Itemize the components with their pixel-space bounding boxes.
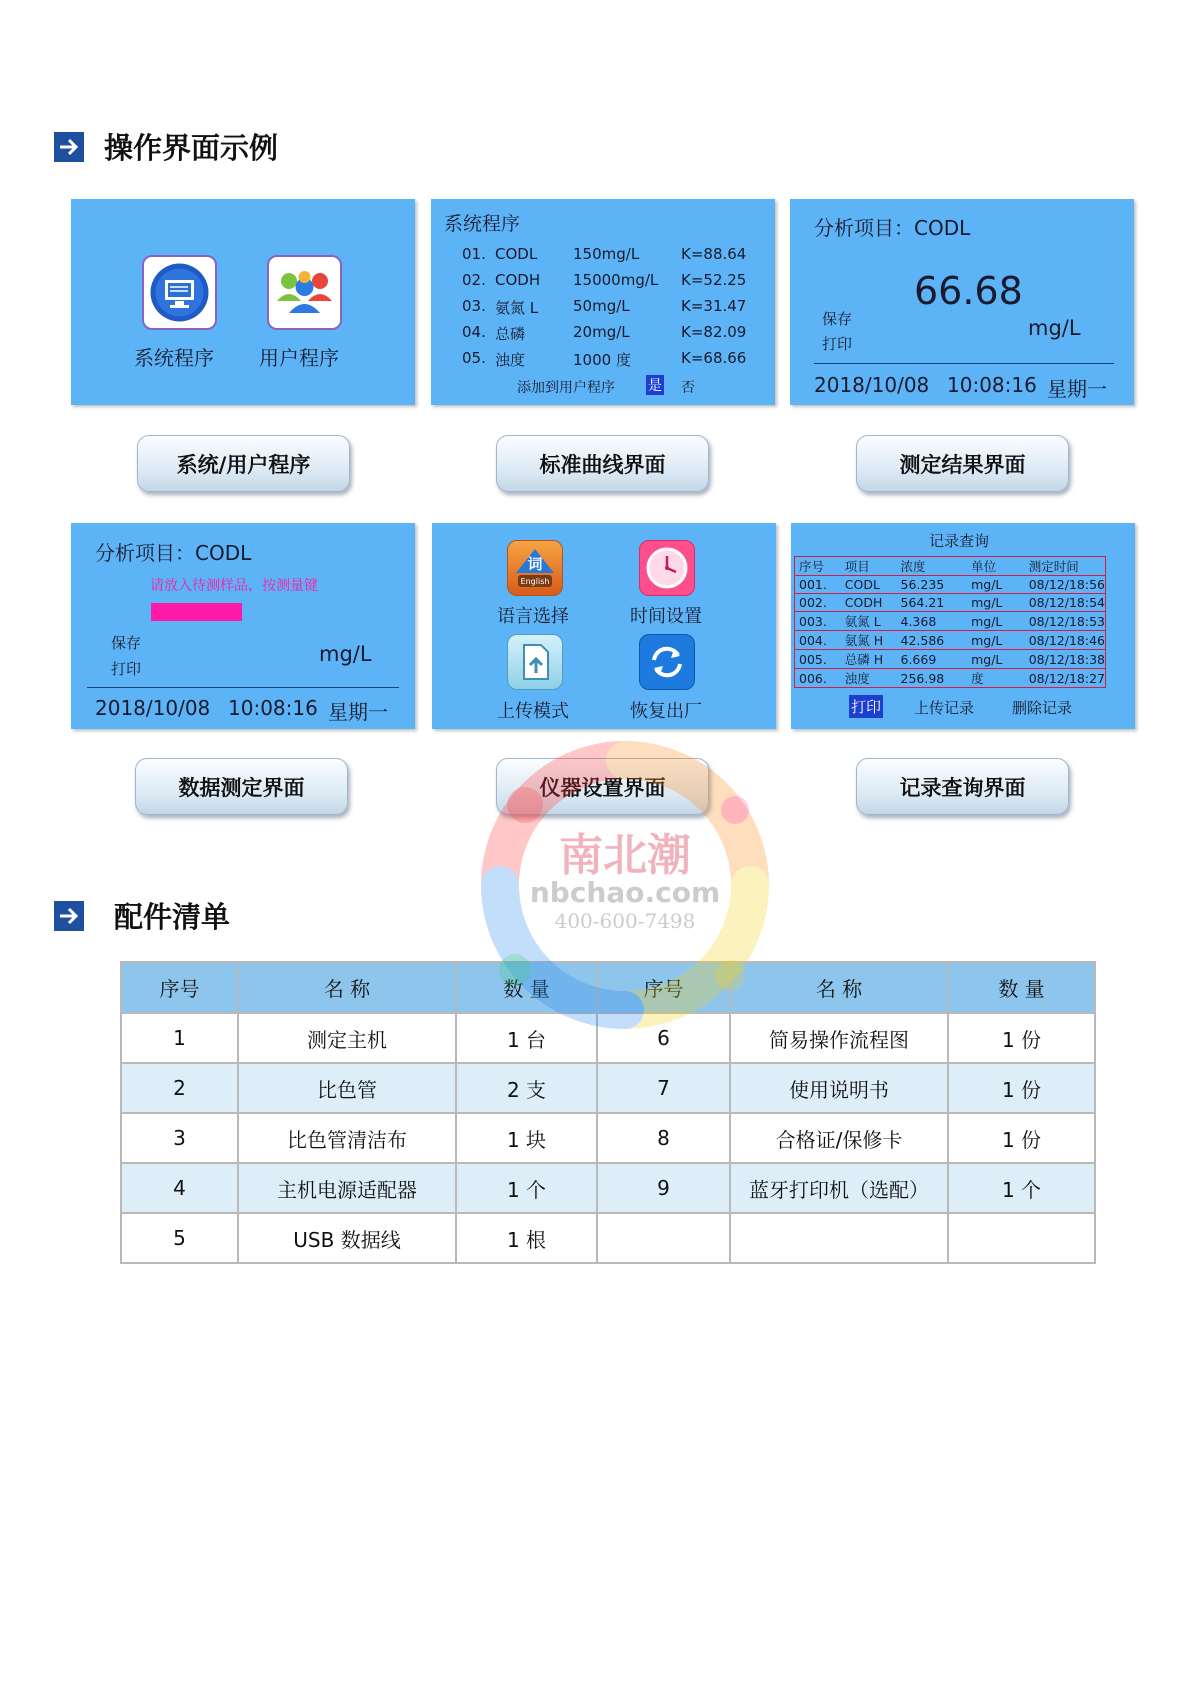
- record-no: 005.: [795, 650, 841, 669]
- language-icon[interactable]: [507, 540, 563, 596]
- record-time: 08/12/18:53: [1025, 612, 1106, 631]
- curve-row-item: CODL: [495, 245, 538, 263]
- progress-bar: [151, 603, 242, 621]
- cell-no: 9: [597, 1163, 730, 1213]
- time-settings-label: 时间设置: [630, 606, 702, 627]
- header-cell: 数 量: [948, 962, 1095, 1013]
- cell-qty: 1 个: [456, 1163, 597, 1213]
- curve-row-range: 20mg/L: [573, 323, 630, 341]
- records-screen: [791, 523, 1135, 729]
- print-action[interactable]: 打印: [849, 695, 883, 718]
- measure-time: 10:08:16: [228, 696, 318, 720]
- record-time: 08/12/18:38: [1025, 650, 1106, 669]
- cell-name: 测定主机: [238, 1013, 456, 1063]
- result-time: 10:08:16: [947, 373, 1037, 397]
- cell-no: 3: [121, 1113, 238, 1163]
- curve-row-item: 氨氮 L: [495, 299, 539, 317]
- table-row[interactable]: [795, 669, 1106, 688]
- measure-unit: mg/L: [319, 642, 372, 666]
- print-label[interactable]: 打印: [111, 660, 142, 678]
- cell-name: [730, 1213, 948, 1263]
- watermark-phone: 400-600-7498: [554, 909, 696, 933]
- upload-icon[interactable]: [507, 634, 563, 690]
- language-label: 语言选择: [497, 606, 569, 627]
- divider: [814, 363, 1114, 364]
- record-value: 56.235: [897, 576, 968, 594]
- caption-result: 测定结果界面: [856, 435, 1069, 492]
- record-item: 氨氮 L: [841, 612, 897, 631]
- curve-row-item: CODH: [495, 271, 541, 289]
- table-row[interactable]: [795, 631, 1106, 650]
- cell-no: 2: [121, 1063, 238, 1113]
- record-item: 浊度: [841, 669, 897, 688]
- cell-qty: 1 块: [456, 1113, 597, 1163]
- cell-qty: 1 根: [456, 1213, 597, 1263]
- measure-weekday: 星期一: [328, 700, 388, 724]
- cell-name: 蓝牙打印机（选配）: [730, 1163, 948, 1213]
- measure-date: 2018/10/08: [95, 696, 211, 720]
- table-row: [121, 1063, 1095, 1113]
- arrow-right-icon: [54, 132, 84, 162]
- record-no: 002.: [795, 594, 841, 612]
- result-title: 分析项目：CODL: [814, 216, 971, 240]
- user-programs-label: 用户程序: [259, 346, 339, 370]
- record-unit: mg/L: [967, 612, 1025, 631]
- record-unit: mg/L: [967, 631, 1025, 650]
- records-header-cell: 序号: [795, 557, 841, 576]
- records-header-cell: 单位: [967, 557, 1025, 576]
- watermark-brand: 南北潮: [559, 830, 691, 881]
- delete-records-action[interactable]: 删除记录: [1012, 699, 1073, 717]
- record-unit: mg/L: [967, 650, 1025, 669]
- refresh-icon[interactable]: [639, 634, 695, 690]
- curve-row-range: 15000mg/L: [573, 271, 659, 289]
- standard-curve-screen: [431, 199, 775, 405]
- header-cell: 名 称: [238, 962, 456, 1013]
- language-icon-sub: English: [520, 577, 550, 586]
- caption-programs: 系统/用户程序: [137, 435, 350, 492]
- record-unit: mg/L: [967, 576, 1025, 594]
- record-unit: 度: [967, 669, 1025, 688]
- table-row[interactable]: [795, 612, 1106, 631]
- no-option[interactable]: 否: [681, 380, 695, 396]
- curve-row-range: 150mg/L: [573, 245, 640, 263]
- cell-name: 使用说明书: [730, 1063, 948, 1113]
- record-item: 总磷 H: [841, 650, 897, 669]
- record-time: 08/12/18:54: [1025, 594, 1106, 612]
- curve-row-no: 02.: [462, 271, 486, 289]
- records-table: [794, 556, 1106, 688]
- section-title: 操作界面示例: [104, 131, 279, 165]
- monitor-icon[interactable]: [142, 255, 217, 330]
- factory-reset-label: 恢复出厂: [630, 701, 702, 722]
- cell-no: 6: [597, 1013, 730, 1063]
- result-unit: mg/L: [1028, 316, 1081, 340]
- table-row[interactable]: [795, 594, 1106, 612]
- record-unit: mg/L: [967, 594, 1025, 612]
- cell-no: 4: [121, 1163, 238, 1213]
- curve-row-no: 01.: [462, 245, 486, 263]
- measurement-screen: [71, 523, 415, 729]
- cell-qty: 2 支: [456, 1063, 597, 1113]
- cell-name: 主机电源适配器: [238, 1163, 456, 1213]
- record-value: 42.586: [897, 631, 968, 650]
- record-item: CODH: [841, 594, 897, 612]
- cell-qty: 1 份: [948, 1113, 1095, 1163]
- upload-mode-label: 上传模式: [497, 701, 569, 722]
- curve-row-range: 1000 度: [573, 351, 631, 369]
- cell-name: 简易操作流程图: [730, 1013, 948, 1063]
- curve-row-no: 03.: [462, 297, 486, 315]
- upload-records-action[interactable]: 上传记录: [914, 699, 975, 717]
- curve-row-no: 04.: [462, 323, 486, 341]
- cell-no: 8: [597, 1113, 730, 1163]
- clock-icon[interactable]: [639, 540, 695, 596]
- watermark-site: nbchao.com: [529, 876, 721, 909]
- cell-no: 7: [597, 1063, 730, 1113]
- divider: [87, 687, 399, 688]
- caption-settings: 仪器设置界面: [496, 758, 709, 815]
- table-row[interactable]: [795, 576, 1106, 594]
- accessories-table: [120, 961, 1096, 1264]
- caption-records: 记录查询界面: [856, 758, 1069, 815]
- table-row: [121, 1113, 1095, 1163]
- curve-row-k: K=31.47: [681, 297, 747, 315]
- language-icon-badge: 词: [527, 555, 543, 573]
- save-label[interactable]: 保存: [111, 634, 142, 652]
- records-header-row: [795, 557, 1106, 576]
- curve-title: 系统程序: [444, 213, 521, 235]
- record-no: 001.: [795, 576, 841, 594]
- section-title: 配件清单: [114, 900, 231, 934]
- section-header-accessories: [54, 895, 230, 936]
- curve-row-item: 总磷: [495, 325, 526, 343]
- result-screen: [790, 199, 1134, 405]
- print-label[interactable]: 打印: [822, 335, 853, 353]
- header-cell: 序号: [121, 962, 238, 1013]
- cell-name: 合格证/保修卡: [730, 1113, 948, 1163]
- record-time: 08/12/18:46: [1025, 631, 1106, 650]
- header-cell: 名 称: [730, 962, 948, 1013]
- cell-name: 比色管: [238, 1063, 456, 1113]
- section-header-ui-examples: [54, 126, 278, 167]
- record-time: 08/12/18:56: [1025, 576, 1106, 594]
- accessories-header-row: [121, 962, 1095, 1013]
- table-row: [121, 1013, 1095, 1063]
- record-value: 256.98: [897, 669, 968, 688]
- save-label[interactable]: 保存: [822, 310, 853, 328]
- records-title: 记录查询: [929, 532, 990, 550]
- result-weekday: 星期一: [1047, 377, 1107, 401]
- measure-instruction: 请放入待测样品，按测量键: [150, 578, 318, 594]
- settings-screen: [432, 523, 776, 729]
- record-time: 08/12/18:27: [1025, 669, 1106, 688]
- cell-qty: 1 份: [948, 1063, 1095, 1113]
- caption-standard-curve: 标准曲线界面: [496, 435, 709, 492]
- records-header-cell: 项目: [841, 557, 897, 576]
- curve-row-k: K=68.66: [681, 349, 747, 367]
- cell-no: 5: [121, 1213, 238, 1263]
- records-header-cell: 浓度: [897, 557, 968, 576]
- curve-row-range: 50mg/L: [573, 297, 630, 315]
- record-no: 006.: [795, 669, 841, 688]
- yes-option[interactable]: 是: [646, 375, 664, 395]
- cell-qty: [948, 1213, 1095, 1263]
- measure-title: 分析项目：CODL: [95, 541, 252, 565]
- table-row: [121, 1163, 1095, 1213]
- table-row[interactable]: [795, 650, 1106, 669]
- record-value: 564.21: [897, 594, 968, 612]
- record-no: 003.: [795, 612, 841, 631]
- record-value: 4.368: [897, 612, 968, 631]
- record-value: 6.669: [897, 650, 968, 669]
- curve-row-item: 浊度: [495, 351, 526, 369]
- arrow-right-icon: [54, 901, 84, 931]
- header-cell: 数 量: [456, 962, 597, 1013]
- cell-qty: 1 份: [948, 1013, 1095, 1063]
- records-header-cell: 测定时间: [1025, 557, 1106, 576]
- caption-measurement: 数据测定界面: [135, 758, 348, 815]
- cell-no: 1: [121, 1013, 238, 1063]
- users-icon[interactable]: [267, 255, 342, 330]
- record-no: 004.: [795, 631, 841, 650]
- cell-name: 比色管清洁布: [238, 1113, 456, 1163]
- curve-row-k: K=52.25: [681, 271, 747, 289]
- cell-no: [597, 1213, 730, 1263]
- result-date: 2018/10/08: [814, 373, 930, 397]
- cell-qty: 1 个: [948, 1163, 1095, 1213]
- add-to-user-prompt: 添加到用户程序: [517, 380, 615, 396]
- record-item: CODL: [841, 576, 897, 594]
- cell-name: USB 数据线: [238, 1213, 456, 1263]
- programs-screen: [71, 199, 415, 405]
- table-row: [121, 1213, 1095, 1263]
- curve-row-k: K=82.09: [681, 323, 747, 341]
- record-item: 氨氮 H: [841, 631, 897, 650]
- curve-row-no: 05.: [462, 349, 486, 367]
- curve-row-k: K=88.64: [681, 245, 747, 263]
- result-value: 66.68: [914, 269, 1023, 313]
- system-programs-label: 系统程序: [134, 346, 214, 370]
- cell-qty: 1 台: [456, 1013, 597, 1063]
- header-cell: 序号: [597, 962, 730, 1013]
